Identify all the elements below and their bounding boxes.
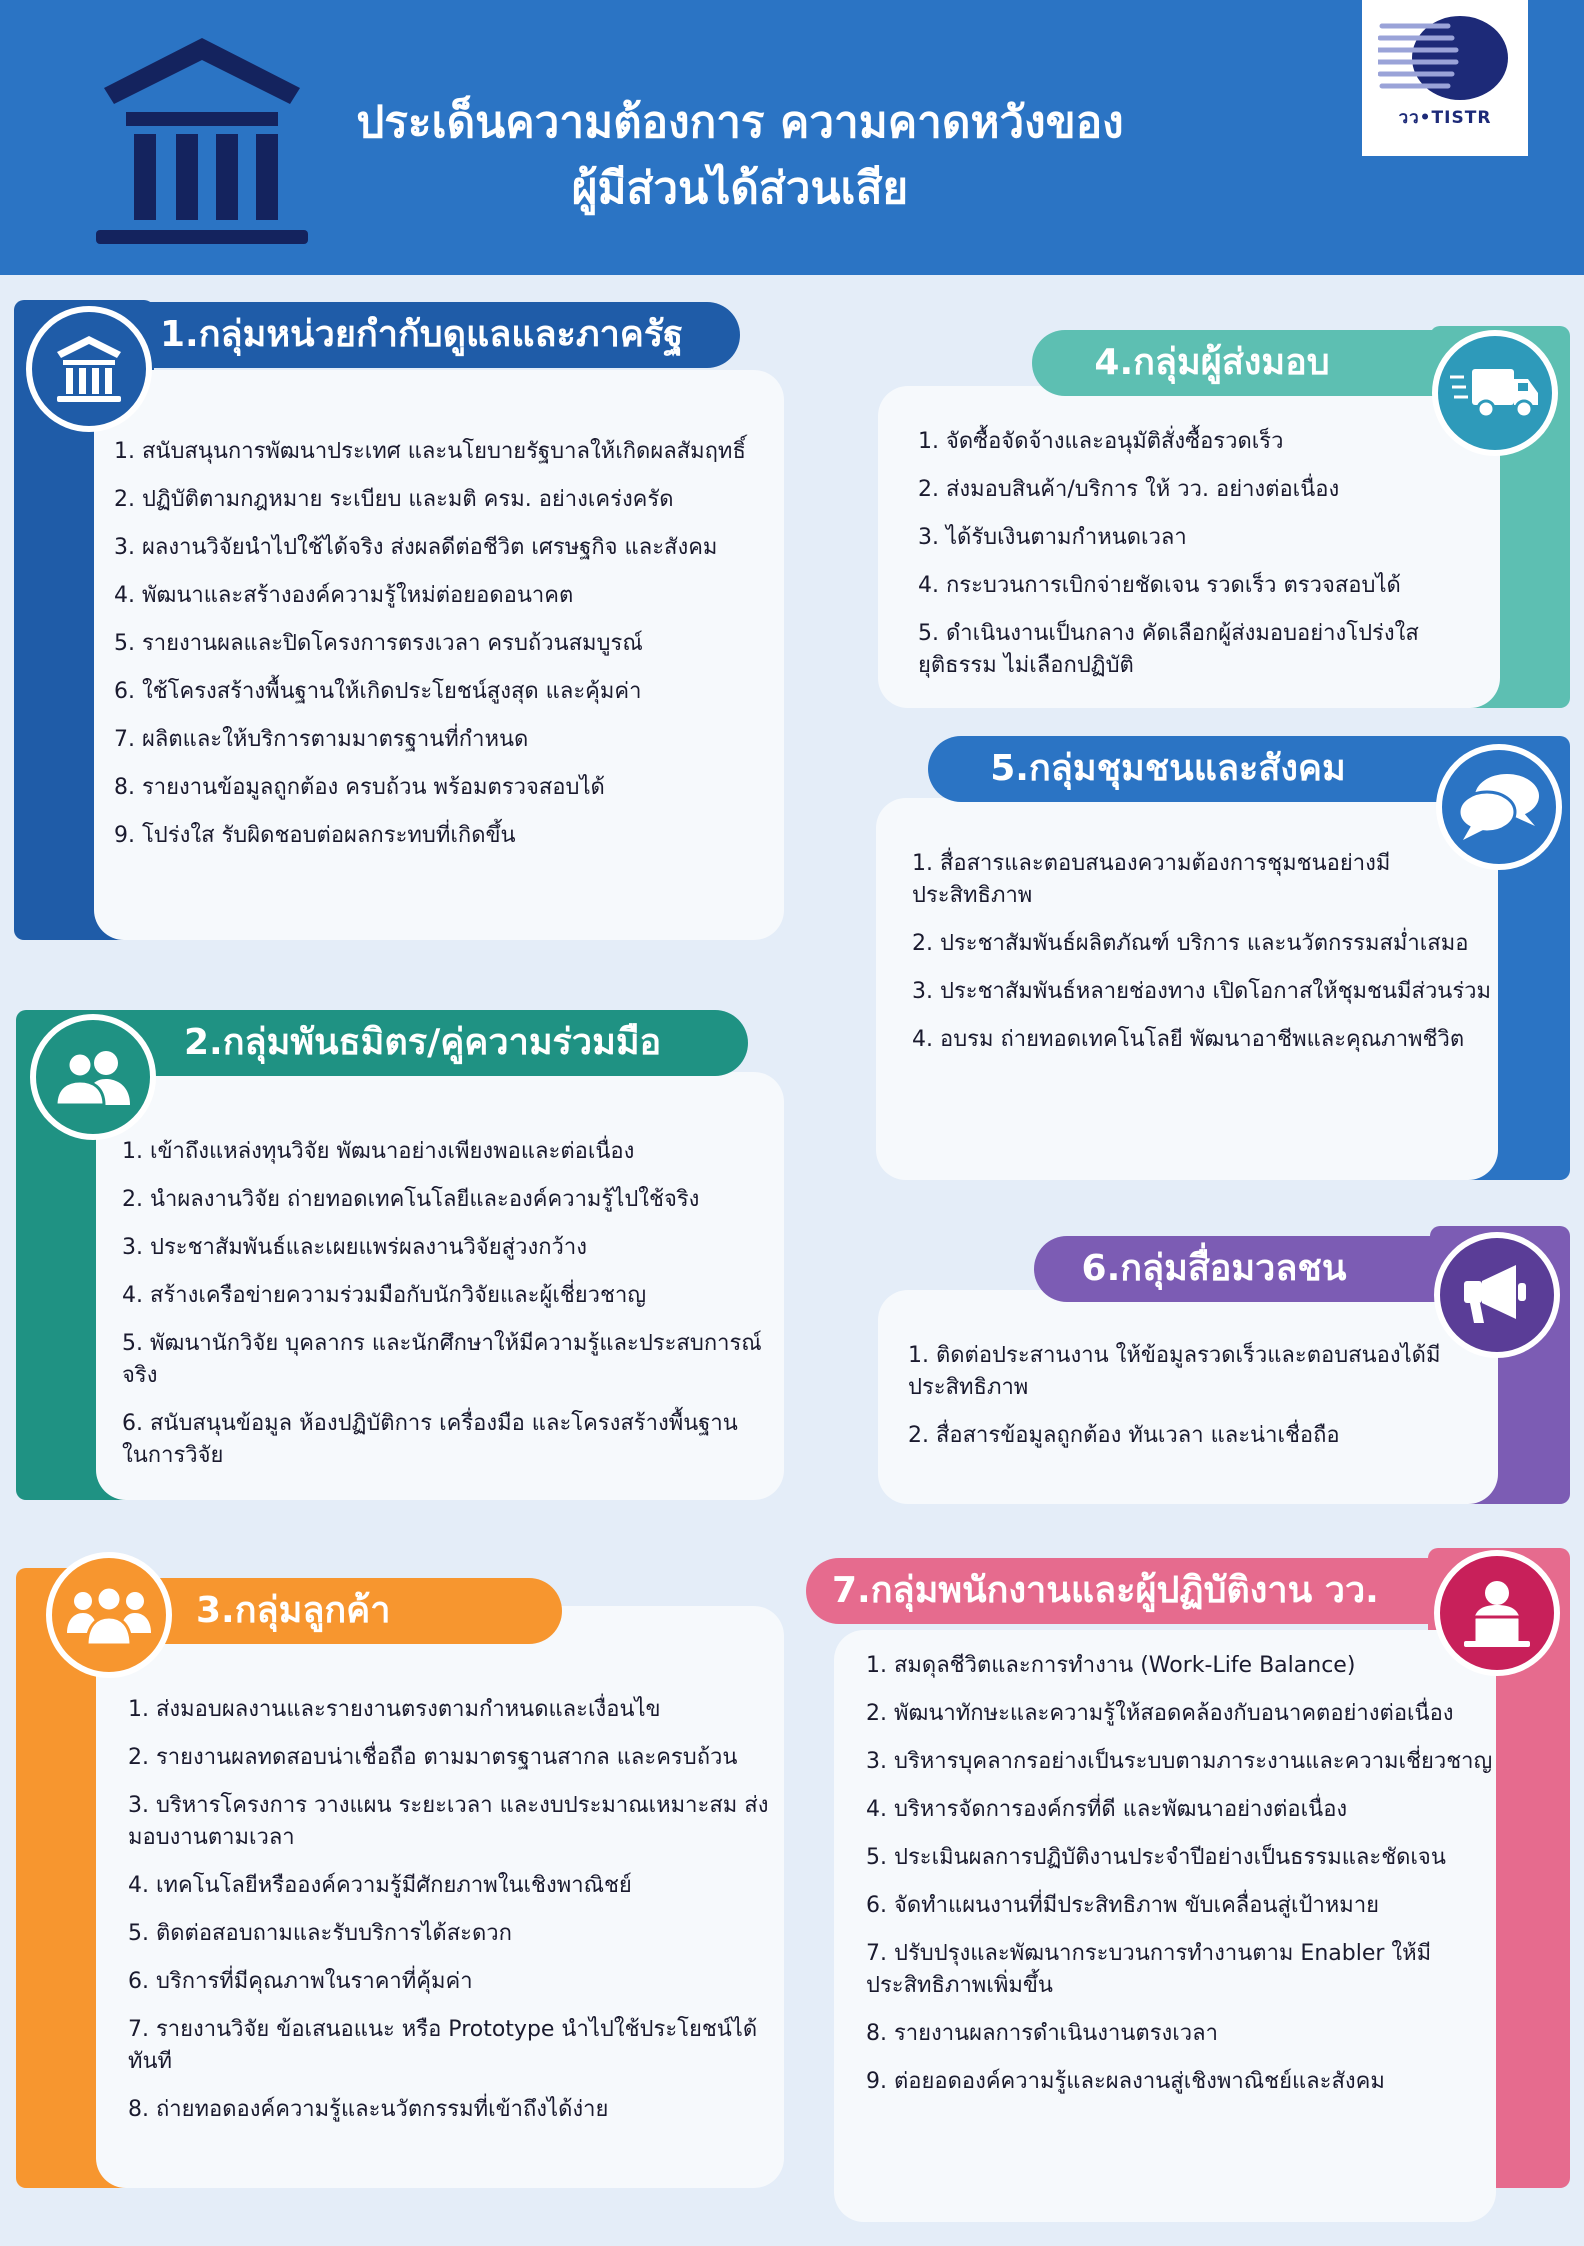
list-item: 1. ติดต่อประสานงาน ให้ข้อมูลรวดเร็วและตอบสนองได้มีประสิทธิภาพ bbox=[908, 1343, 1441, 1400]
list-item: 5. ประเมินผลการปฏิบัติงานประจำปีอย่างเป็นธรรมและชัดเจน bbox=[866, 1845, 1446, 1870]
list-item: 3. ผลงานวิจัยนำไปใช้ได้จริง ส่งผลดีต่อชีวิต เศรษฐกิจ และสังคม bbox=[114, 535, 718, 560]
list-item: 7. ผลิตและให้บริการตามมาตรฐานที่กำหนด bbox=[114, 727, 529, 752]
list-item: 6. บริการที่มีคุณภาพในราคาที่คุ้มค่า bbox=[128, 1969, 473, 1994]
group-1-title: 1.กลุ่มหน่วยกำกับดูแลและภาครัฐ bbox=[80, 302, 740, 368]
list-item: 8. ถ่ายทอดองค์ความรู้และนวัตกรรมที่เข้าถึงได้ง่าย bbox=[128, 2097, 609, 2122]
list-item: 4. อบรม ถ่ายทอดเทคโนโลยี พัฒนาอาชีพและคุณภาพชีวิต bbox=[912, 1027, 1465, 1052]
page-title bbox=[280, 90, 1200, 222]
list-item: 6. สนับสนุนข้อมูล ห้องปฏิบัติการ เครื่องมือ และโครงสร้างพื้นฐานในการวิจัย bbox=[122, 1411, 738, 1468]
list-item: 1. สมดุลชีวิตและการทำงาน (Work-Life Balance) bbox=[866, 1653, 1356, 1678]
group-2-icon-badge bbox=[30, 1014, 156, 1140]
group-3-list bbox=[128, 1694, 792, 2142]
group-1-icon-badge bbox=[26, 306, 152, 432]
list-item: 4. บริหารจัดการองค์กรที่ดี และพัฒนาอย่างต่อเนื่อง bbox=[866, 1797, 1348, 1822]
list-item: 4. เทคโนโลยีหรือองค์ความรู้มีศักยภาพในเชิงพาณิชย์ bbox=[128, 1873, 632, 1898]
group-5-title: 5.กลุ่มชุมชนและสังคม bbox=[928, 736, 1478, 802]
group-3-icon-badge bbox=[46, 1552, 172, 1678]
list-item: 3. ได้รับเงินตามกำหนดเวลา bbox=[918, 525, 1187, 550]
government-building-icon bbox=[53, 334, 125, 404]
page-title-line-1: ประเด็นความต้องการ ความคาดหวังของ bbox=[356, 97, 1124, 148]
group-4-list bbox=[918, 426, 1498, 698]
list-item: 7. ปรับปรุงและพัฒนากระบวนการทำงานตาม Enabler ให้มีประสิทธิภาพเพิ่มขึ้น bbox=[866, 1941, 1432, 1998]
list-item: 9. โปร่งใส รับผิดชอบต่อผลกระทบที่เกิดขึ้น bbox=[114, 823, 516, 848]
list-item: 3. ประชาสัมพันธ์หลายช่องทาง เปิดโอกาสให้ชุมชนมีส่วนร่วม bbox=[912, 979, 1492, 1004]
list-item: 2. นำผลงานวิจัย ถ่ายทอดเทคโนโลยีและองค์ความรู้ไปใช้จริง bbox=[122, 1187, 700, 1212]
tistr-logo-icon bbox=[1378, 12, 1512, 104]
tistr-logo bbox=[1362, 0, 1528, 156]
group-7-title: 7.กลุ่มพนักงานและผู้ปฏิบัติงาน วว. bbox=[806, 1558, 1470, 1624]
employee-laptop-icon bbox=[1462, 1577, 1532, 1649]
list-item: 4. พัฒนาและสร้างองค์ความรู้ใหม่ต่อยอดอนาคต bbox=[114, 583, 574, 608]
list-item: 9. ต่อยอดองค์ความรู้และผลงานสู่เชิงพาณิชย์และสังคม bbox=[866, 2069, 1385, 2094]
list-item: 1. เข้าถึงแหล่งทุนวิจัย พัฒนาอย่างเพียงพอและต่อเนื่อง bbox=[122, 1139, 635, 1164]
list-item: 3. บริหารบุคลากรอย่างเป็นระบบตามภาระงานและความเชี่ยวชาญ bbox=[866, 1749, 1493, 1774]
list-item: 2. สื่อสารข้อมูลถูกต้อง ทันเวลา และน่าเชื่อถือ bbox=[908, 1423, 1340, 1448]
page-title-line-2: ผู้มีส่วนได้ส่วนเสีย bbox=[571, 163, 909, 214]
group-6-list bbox=[908, 1340, 1468, 1468]
logo-text: วว•TISTR bbox=[1398, 108, 1492, 128]
list-item: 2. ประชาสัมพันธ์ผลิตภัณฑ์ บริการ และนวัตกรรมสม่ำเสมอ bbox=[912, 931, 1469, 956]
partners-icon bbox=[52, 1047, 134, 1107]
list-item: 2. ปฏิบัติตามกฎหมาย ระเบียบ และมติ ครม. อย่างเคร่งครัด bbox=[114, 487, 674, 512]
list-item: 4. สร้างเครือข่ายความร่วมมือกับนักวิจัยและผู้เชี่ยวชาญ bbox=[122, 1283, 647, 1308]
list-item: 1. ส่งมอบผลงานและรายงานตรงตามกำหนดและเงื่อนไข bbox=[128, 1697, 661, 1722]
speech-bubbles-icon bbox=[1457, 772, 1541, 842]
list-item: 5. ติดต่อสอบถามและรับบริการได้สะดวก bbox=[128, 1921, 512, 1946]
group-2-title: 2.กลุ่มพันธมิตร/คู่ความร่วมมือ bbox=[100, 1010, 748, 1076]
list-item: 8. รายงานข้อมูลถูกต้อง ครบถ้วน พร้อมตรวจสอบได้ bbox=[114, 775, 605, 800]
delivery-truck-icon bbox=[1450, 365, 1540, 421]
list-item: 7. รายงานวิจัย ข้อเสนอแนะ หรือ Prototype นำไปใช้ประโยชน์ได้ทันที bbox=[128, 2017, 758, 2074]
group-7-list bbox=[866, 1650, 1500, 2114]
list-item: 5. พัฒนานักวิจัย บุคลากร และนักศึกษาให้มีความรู้และประสบการณ์จริง bbox=[122, 1331, 762, 1388]
list-item: 1. จัดซื้อจัดจ้างและอนุมัติสั่งซื้อรวดเร็ว bbox=[918, 429, 1284, 454]
list-item: 5. รายงานผลและปิดโครงการตรงเวลา ครบถ้วนสมบูรณ์ bbox=[114, 631, 643, 656]
list-item: 2. พัฒนาทักษะและความรู้ให้สอดคล้องกับอนาคตอย่างต่อเนื่อง bbox=[866, 1701, 1454, 1726]
list-item: 6. จัดทำแผนงานที่มีประสิทธิภาพ ขับเคลื่อนสู่เป้าหมาย bbox=[866, 1893, 1380, 1918]
list-item: 5. ดำเนินงานเป็นกลาง คัดเลือกผู้ส่งมอบอย่างโปร่งใส ยุติธรรม ไม่เลือกปฏิบัติ bbox=[918, 621, 1419, 678]
list-item: 6. ใช้โครงสร้างพื้นฐานให้เกิดประโยชน์สูงสุด และคุ้มค่า bbox=[114, 679, 642, 704]
group-6-title: 6.กลุ่มสื่อมวลชน bbox=[1034, 1236, 1454, 1302]
customers-group-icon bbox=[67, 1583, 151, 1647]
list-item: 3. บริหารโครงการ วางแผน ระยะเวลา และงบประมาณเหมาะสม ส่งมอบงานตามเวลา bbox=[128, 1793, 769, 1850]
page-header bbox=[0, 0, 1584, 275]
megaphone-icon bbox=[1462, 1263, 1532, 1327]
list-item: 3. ประชาสัมพันธ์และเผยแพร่ผลงานวิจัยสู่วงกว้าง bbox=[122, 1235, 587, 1260]
group-1-list bbox=[114, 436, 762, 868]
list-item: 4. กระบวนการเบิกจ่ายชัดเจน รวดเร็ว ตรวจสอบได้ bbox=[918, 573, 1401, 598]
group-5-list bbox=[912, 848, 1498, 1072]
list-item: 2. รายงานผลทดสอบน่าเชื่อถือ ตามมาตรฐานสากล และครบถ้วน bbox=[128, 1745, 738, 1770]
group-4-title: 4.กลุ่มผู้ส่งมอบ bbox=[1032, 330, 1452, 396]
group-3-title: 3.กลุ่มลูกค้า bbox=[110, 1578, 562, 1644]
list-item: 1. สื่อสารและตอบสนองความต้องการชุมชนอย่างมีประสิทธิภาพ bbox=[912, 851, 1391, 908]
list-item: 8. รายงานผลการดำเนินงานตรงเวลา bbox=[866, 2021, 1218, 2046]
list-item: 2. ส่งมอบสินค้า/บริการ ให้ วว. อย่างต่อเนื่อง bbox=[918, 477, 1340, 502]
group-2-list bbox=[122, 1136, 762, 1488]
list-item: 1. สนับสนุนการพัฒนาประเทศ และนโยบายรัฐบาลให้เกิดผลสัมฤทธิ์ bbox=[114, 439, 746, 464]
